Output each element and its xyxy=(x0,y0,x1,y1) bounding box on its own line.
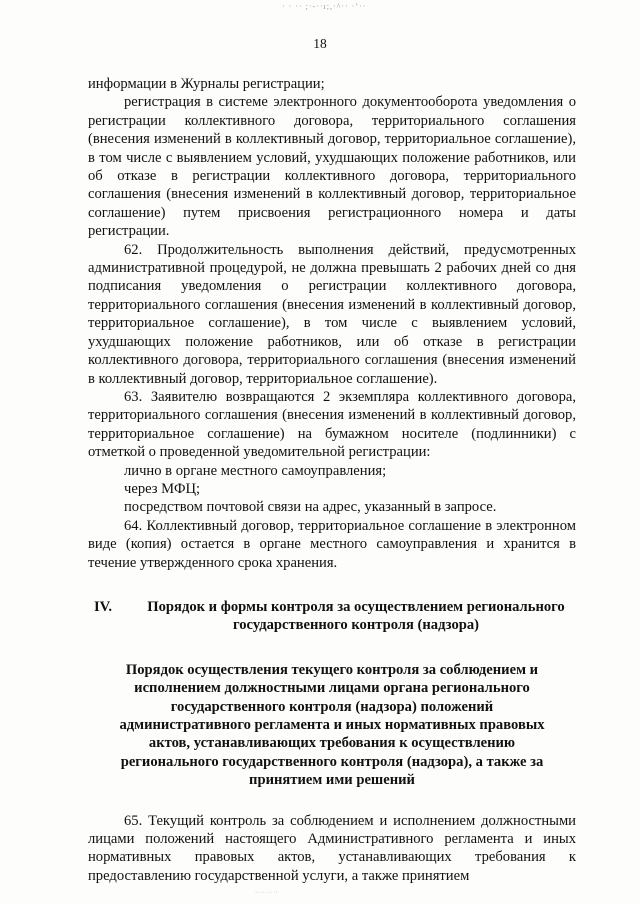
paragraph-62: 62. Продолжительность выполнения действий, предусмотренных административной процедурой, не должна превышать 2 рабочих дней со дня подписания уведомления о регистрации коллективного договора, территориального соглашения (внесения изменений в коллективный договор, территориальное соглашение), в том числе с выявлением условий, ухудшающих положение работников, или об отказе в регистрации коллективного договора, территориального соглашения (внесения изменений в коллективный договор, территориальное соглашение). xyxy=(88,241,576,387)
paragraph-64: 64. Коллективный договор, территориальное соглашение в электронном виде (копия) остается в органе местного самоуправления и хранится в течение утвержденного срока хранения. xyxy=(88,517,576,571)
spacer xyxy=(88,790,576,812)
section-heading xyxy=(88,598,576,635)
scan-marks-top: · · ·· ;·-··ı;,·^·· ·ʼ·· xyxy=(282,2,367,11)
paragraph-65: 65. Текущий контроль за соблюдением и исполнением должностными лицами положений настоящего Административного регламента и иных нормативных правовых актов, устанавливающих требования к предоставлению государственной услуги, а также принятием xyxy=(88,812,576,884)
paragraph-63-item-1: лично в органе местного самоуправления; xyxy=(124,462,387,479)
subsection-heading: Порядок осуществления текущего контроля за соблюдением и исполнением должностными лицами органа регионального государственного контроля (надзора) положений административного регламента и иных нормативных правовых актов, устанавливающих требования к осуществлению регионального государственного контроля (надзора), а также за принятием ими решений xyxy=(119,661,545,789)
section-title: Порядок и формы контроля за осуществлением регионального государственного контроля (надзора) xyxy=(147,598,565,634)
page-number: 18 xyxy=(313,36,327,51)
document-body xyxy=(88,75,576,885)
scan-marks-bottom: ·· ··· ·· ·· xyxy=(255,890,278,896)
section-number: IV. xyxy=(94,598,112,615)
paragraph-63: 63. Заявителю возвращаются 2 экземпляра коллективного договора, территориального соглашения (внесения изменений в коллективный договор, территориальное соглашение) на бумажном носителе (подлинники) с отметкой о проведенной уведомительной регистрации: xyxy=(88,388,576,461)
paragraph-registration: регистрация в системе электронного документооборота уведомления о регистрации коллективного договора, территориального соглашения (внесения изменений в коллективный договор, территориальное соглашение), в том числе с выявлением условий, ухудшающих положение работников, или об отказе в регистрации коллективного договора, территориального соглашения (внесения изменений в коллективный договор, территориальное соглашение) путем присвоения регистрационного номера и даты регистрации. xyxy=(88,94,576,240)
paragraph-63-item-2: через МФЦ; xyxy=(124,480,201,497)
paragraph-continuation: информации в Журналы регистрации; xyxy=(88,76,325,92)
paragraph-63-item-3: посредством почтовой связи на адрес, указанный в запросе. xyxy=(124,499,497,516)
